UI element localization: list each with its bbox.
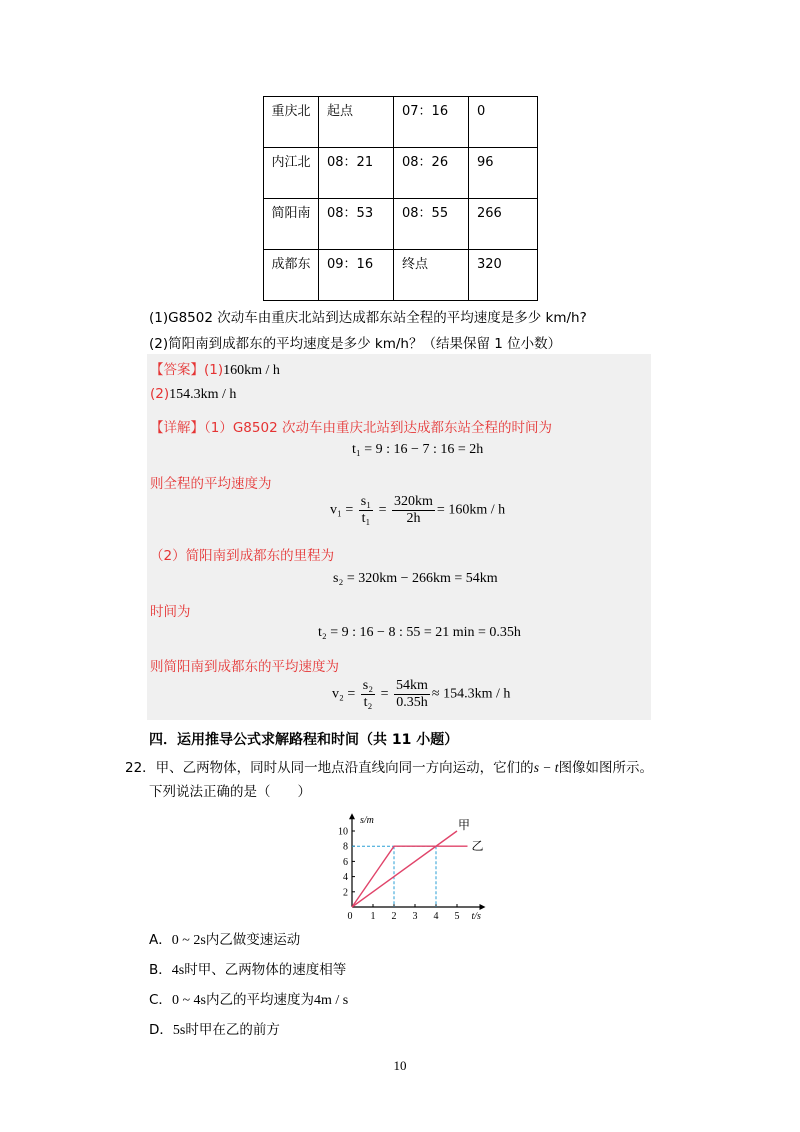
option-label: D． xyxy=(149,1022,173,1038)
option-math: 4s xyxy=(171,963,185,978)
table-cell: 终点 xyxy=(394,250,469,301)
explain-text-1: （1）G8502 次动车由重庆北站到达成都东站全程的时间为 xyxy=(204,420,552,436)
eq2-fraction-2 xyxy=(392,494,435,527)
table-cell: 08：53 xyxy=(319,199,394,250)
option-d xyxy=(149,1018,280,1039)
eq2-f2-den: 2h xyxy=(406,511,421,526)
table-cell: 08：26 xyxy=(394,148,469,199)
series-label: 甲 xyxy=(458,818,471,832)
option-math: 0 ~ 4s xyxy=(171,993,206,1008)
answer-tag: 【答案】 xyxy=(150,362,204,378)
table-row xyxy=(264,97,538,148)
table-cell: 内江北 xyxy=(264,148,319,199)
answer-2-line xyxy=(150,386,236,403)
q22-stem-1: 22．甲、乙两物体，同时从同一地点沿直线向同一方向运动，它们的 xyxy=(125,760,534,776)
x-tick-label: 4 xyxy=(433,911,439,922)
y-axis-arrow xyxy=(349,813,355,819)
table-cell: 简阳南 xyxy=(264,199,319,250)
table-cell: 96 xyxy=(469,148,538,199)
series-line-yi xyxy=(352,846,468,907)
table-cell: 成都东 xyxy=(264,250,319,301)
explain-tag: 【详解】 xyxy=(150,420,204,436)
table-cell: 07：16 xyxy=(394,97,469,148)
option-math2: 4m / s xyxy=(313,993,349,1008)
table-row xyxy=(264,199,538,250)
option-a xyxy=(149,928,300,949)
table-cell: 08：21 xyxy=(319,148,394,199)
question-1: (1)G8502 次动车由重庆北站到达成都东站全程的平均速度是多少 km/h? xyxy=(149,310,587,326)
table-row xyxy=(264,148,538,199)
option-c xyxy=(149,988,348,1009)
option-label: B． xyxy=(149,962,172,978)
y-axis-label: s/m xyxy=(360,815,374,827)
q22-stem-math: s − t xyxy=(533,760,559,775)
table-row xyxy=(264,250,538,301)
explain-line-5: 则简阳南到成都东的平均速度为 xyxy=(150,659,339,675)
eq5-rhs: ≈ 154.3km / h xyxy=(431,686,511,702)
equation-5: v₂ = $\frac{\text{s₂}}{\text{t₂}}$ = $\frac{54km}{0.35h}$ ≈ 154.3km / h xyxy=(332,678,511,710)
explain-line-1 xyxy=(150,416,552,436)
table-cell: 0 xyxy=(469,97,538,148)
eq2-f2-num: 320km xyxy=(394,494,433,509)
answer-1-value: 160km / h xyxy=(223,363,280,378)
option-text: 内乙的平均速度为 xyxy=(205,992,314,1008)
question-2: (2)简阳南到成都东的平均速度是多少 km/h？（结果保留 1 位小数） xyxy=(149,336,562,352)
x-tick-label: 1 xyxy=(370,911,376,922)
explain-line-2: 则全程的平均速度为 xyxy=(150,476,272,492)
option-b xyxy=(149,958,346,979)
series-label: 乙 xyxy=(471,839,484,854)
answer-2-prefix: (2) xyxy=(150,386,170,402)
section-heading: 四．运用推导公式求解路程和时间（共 11 小题） xyxy=(149,732,459,748)
option-text: 时甲在乙的前方 xyxy=(185,1022,280,1038)
x-axis-label: t/s xyxy=(471,911,481,922)
table-cell: 266 xyxy=(469,199,538,250)
eq5-f1-num: s₂ xyxy=(362,678,374,693)
page-number: 10 xyxy=(393,1058,407,1073)
equation-2: v₁ = $\frac{\text{s₁}}{\text{t₁}}$ = $\frac{320km}{2h}$ = 160km / h xyxy=(330,494,506,526)
eq5-f2-den: 0.35h xyxy=(396,695,428,710)
option-math: 0 ~ 2s xyxy=(171,933,206,948)
question-22-stem-3: 下列说法正确的是（ ） xyxy=(149,784,311,800)
schedule-table xyxy=(263,96,538,301)
equation-4: t₂ = 9 : 16 − 8 : 55 = 21 min = 0.35h xyxy=(318,625,521,640)
option-label: C． xyxy=(149,992,172,1008)
x-axis-arrow xyxy=(480,904,486,910)
equation-3: s₂ = 320km − 266km = 54km xyxy=(333,571,498,586)
st-chart xyxy=(318,800,518,925)
option-text: 内乙做变速运动 xyxy=(205,932,301,948)
eq5-fraction-2 xyxy=(394,678,430,711)
eq5-f1-den: t₂ xyxy=(363,695,373,710)
table-cell: 起点 xyxy=(319,97,394,148)
answer-1-prefix: (1) xyxy=(204,362,224,378)
question-22-stem xyxy=(125,756,653,776)
x-tick-label: 0 xyxy=(347,911,353,922)
explain-line-4: 时间为 xyxy=(150,604,191,620)
series-line-jia xyxy=(352,831,457,907)
option-text: 时甲、乙两物体的速度相等 xyxy=(184,962,347,978)
table-cell: 09：16 xyxy=(319,250,394,301)
equation-1: t₁ = 9 : 16 − 7 : 16 = 2h xyxy=(352,442,484,457)
y-tick-label: 2 xyxy=(343,887,348,899)
eq2-f1-den: t₁ xyxy=(361,511,371,526)
table-cell: 320 xyxy=(469,250,538,301)
option-math: 5s xyxy=(172,1023,186,1038)
x-tick-label: 3 xyxy=(412,911,418,922)
eq5-fraction-1 xyxy=(361,678,375,711)
y-tick-label: 8 xyxy=(343,841,348,853)
table-cell: 08：55 xyxy=(394,199,469,250)
x-tick-label: 5 xyxy=(454,911,460,922)
explain-line-3: （2）简阳南到成都东的里程为 xyxy=(150,548,335,564)
eq2-lhs: v₁ = xyxy=(330,502,357,518)
q22-stem-2: 图像如图所示。 xyxy=(558,760,654,776)
eq5-lhs: v₂ = xyxy=(332,686,359,702)
eq5-f2-num: 54km xyxy=(396,678,428,693)
answer-1-line xyxy=(150,358,280,379)
eq2-fraction-1 xyxy=(359,494,373,527)
eq2-f1-num: s₁ xyxy=(360,494,372,509)
eq2-rhs: = 160km / h xyxy=(436,502,506,518)
y-tick-label: 6 xyxy=(343,856,348,868)
x-tick-label: 2 xyxy=(391,911,397,922)
y-tick-label: 4 xyxy=(343,872,348,884)
option-label: A． xyxy=(149,932,172,948)
table-cell: 重庆北 xyxy=(264,97,319,148)
answer-2-value: 154.3km / h xyxy=(169,387,237,402)
y-tick-label: 10 xyxy=(338,826,348,838)
